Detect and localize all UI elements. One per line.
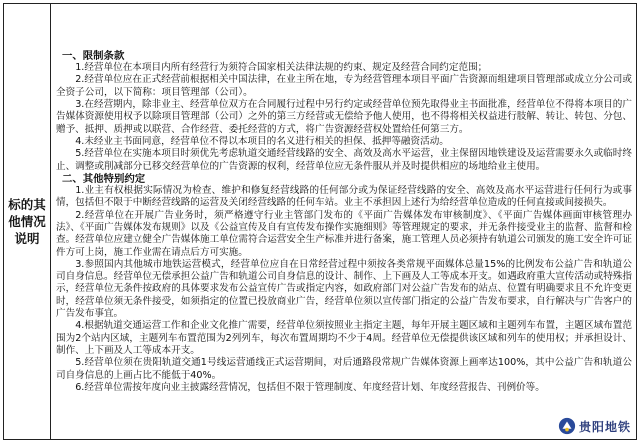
paragraph: 2.经营单位在开展广告业务时，须严格遵守行业主管部门发布的《平面广告媒体发布审核制度》、《平面广告媒体画面审核管理办法》、《平面广告媒体发布规则》以及《公益宣传及自有宣传发布操作实施细则》等管理规定的要求，并无条件接受业主的监督、监督和检查。经营单位应建立健全广告媒体施工单位需符合运营安全生产标准并进行备案，施工管理人员必须持有轨道公司颁发的施工安全许可证件方可上岗，施工作业需在请点后方可实施。 xyxy=(56,209,632,258)
paragraph: 1.经营单位在本项目内所有经营行为须符合国家相关法律法规的约束、规定及经营合同约定范围； xyxy=(75,62,488,74)
guiyang-metro-logo-icon xyxy=(558,417,576,435)
paragraph: 1.业主有权根据实际情况为检查、维护和修复经营线路的任何部分或为保证经营线路的安全、高效及高水平运营进行任何行为或事情，包括但不限于中断经营线路的运营及关闭经营线路的任何车站。业主不承担因上述行为给经营单位造成的任何直接或间接损失。 xyxy=(56,185,632,209)
paragraph: 2.经营单位应在正式经营前根据相关中国法律，在业主所在地，专为经营管理本项目平面广告资源而组建项目管理部或成立分公司或全资子公司，以下简称：项目管理部（公司）。 xyxy=(56,74,632,98)
paragraph: 5.经营单位在实施本项目时须优先考虑轨道交通经营线路的安全、高效及高水平运营，业主保留因地铁建设及运营需要永久或临时终止、调整或削减部分已移交经营单位的广告资源的权利，经营单位应无条件服从并及时提供相应的场地给业主使用。 xyxy=(56,148,632,172)
paragraph: 4.未经业主书面同意，经营单位不得以本项目的名义进行相关的担保、抵押等融资活动。 xyxy=(75,135,449,147)
watermark-text: 贵阳地铁 xyxy=(578,419,631,434)
watermark xyxy=(555,416,634,436)
row-label: 标的其他情况说明 xyxy=(8,197,46,246)
paragraph: 5.经营单位须在贵阳轨道交通1号线运营通线正式运营期间，对后通路段常规广告媒体资源上画率达100%，其中公益广告和轨道公司自身信息的上画占比不能低于40%。 xyxy=(56,357,632,381)
section-heading: 二、其他特别约定 xyxy=(62,172,146,185)
paragraph: 6.经营单位需按年度向业主披露经营情况，包括但不限于管理制度、年度经营计划、年度经营报告、刊例价等。 xyxy=(75,381,545,393)
paragraph: 3.参照国内其他城市地铁运营模式，经营单位应自在日常经营过程中须按各类常规平面媒体总量15%的比例发布公益广告和轨道公司自身信息。经营单位无偿承担公益广告和轨道公司自身信息的设计、制作、上下画及人工等成本开支。如遇政府重大宣传活动或特殊指示，经营单位无条件按政府的具体要求发布公益宣传广告或指定内容，如政府部门对公益广告发布的站点、位置有明确要求且不允许变更时，经营单位须无条件接受，如须指定的位置已投放商业广告，经营单位须以宣传部门指定的公益广告发布要求，自行解决与广告客户的广告发布事宜。 xyxy=(56,258,632,320)
paragraph: 3.在经营期内，除非业主、经营单位双方在合同履行过程中另行约定或经营单位预先取得业主书面批准，经营单位不得将本项目的广告媒体资源使用权予以除项目管理部（公司）之外的第三方经营或无偿给予他人使用，也不得将相关权益进行肢解、转让、转包、分包、赠予、抵押、质押或以联营、合作经营、委托经营的方式，将广告资源经营权处置给任何第三方。 xyxy=(56,99,632,135)
info-table xyxy=(3,3,637,440)
paragraph: 4.根据轨道交通运营工作和企业文化推广需要，经营单位须按照业主指定主题，每年开展主题区域和主题列车布置，主题区域布置范围为2个站内区域，主题列车布置范围为2列列车，每次布置周期均不少于4周。经营单位无偿提供该区域和列车的使用权；并承担设计、制作、上下画及人工等成本开支。 xyxy=(56,320,632,356)
row-label-cell xyxy=(4,4,51,440)
content-cell xyxy=(51,4,637,440)
content-body xyxy=(51,49,636,394)
section-heading: 一、限制条款 xyxy=(62,49,125,62)
